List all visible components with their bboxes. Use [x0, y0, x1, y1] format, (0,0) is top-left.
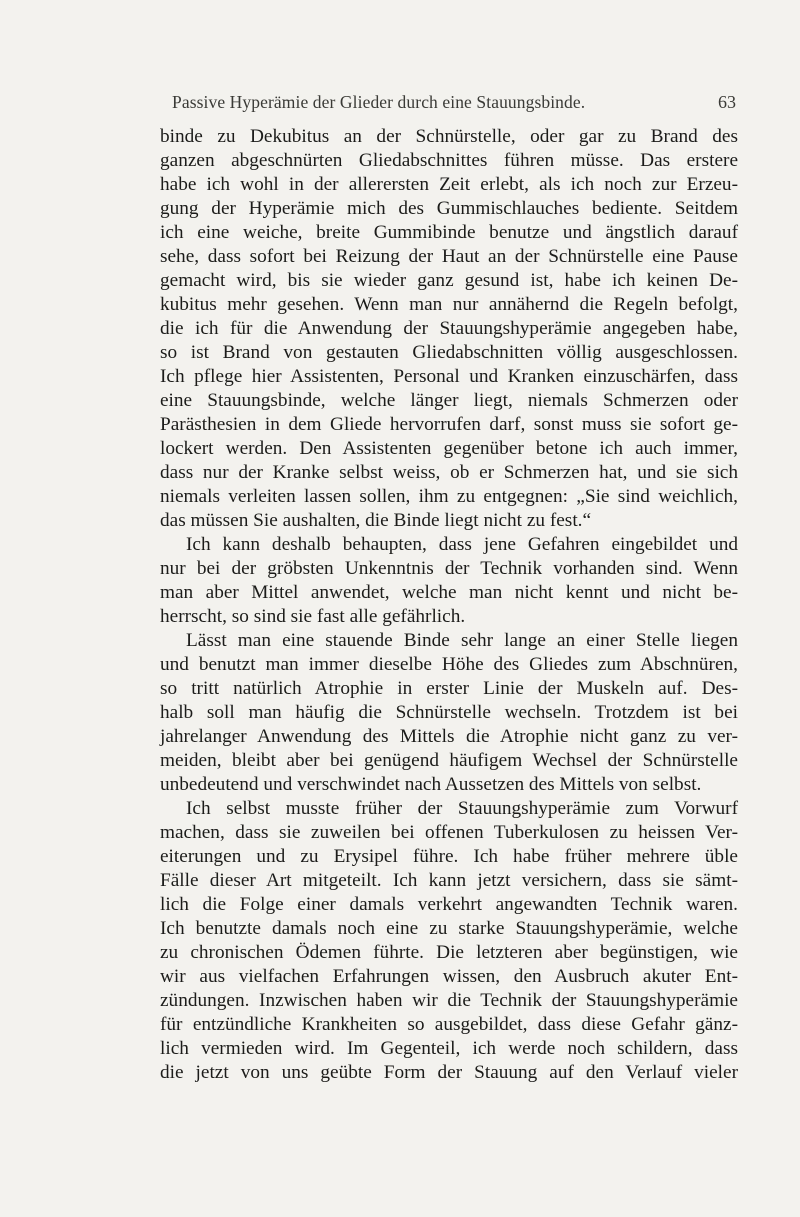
text-line: machen, dass sie zuweilen bei offenen Tuberkulosen zu heissen Ver- — [160, 822, 738, 843]
text-line: lich vermieden wird. Im Gegenteil, ich werde noch schildern, dass — [160, 1038, 738, 1059]
text-line: habe ich wohl in der allerersten Zeit erlebt, als ich noch zur Erzeu- — [160, 174, 738, 195]
text-line: eiterungen und zu Erysipel führe. Ich habe früher mehrere üble — [160, 846, 738, 867]
page-header — [162, 92, 736, 116]
running-title: Passive Hyperämie der Glieder durch eine Stauungsbinde. — [172, 92, 586, 112]
text-line: herrscht, so sind sie fast alle gefährlich. — [160, 606, 466, 627]
text-line: ich eine weiche, breite Gummibinde benutze und ängstlich darauf — [160, 222, 738, 243]
text-line: so ist Brand von gestauten Gliedabschnitten völlig ausgeschlossen. — [160, 342, 738, 363]
text-line: wir aus vielfachen Erfahrungen wissen, den Ausbruch akuter Ent- — [160, 966, 738, 987]
text-line: die ich für die Anwendung der Stauungshyperämie angegeben habe, — [160, 318, 738, 339]
page-number: 63 — [718, 92, 736, 112]
text-line: sehe, dass sofort bei Reizung der Haut an der Schnürstelle eine Pause — [160, 246, 738, 267]
text-line: binde zu Dekubitus an der Schnürstelle, oder gar zu Brand des — [160, 126, 738, 147]
text-line: kubitus mehr gesehen. Wenn man nur annähernd die Regeln befolgt, — [160, 294, 738, 315]
text-line: Ich pflege hier Assistenten, Personal und Kranken einzuschärfen, dass — [160, 366, 738, 387]
text-line: gemacht wird, bis sie wieder ganz gesund ist, habe ich keinen De- — [160, 270, 738, 291]
body-text — [160, 125, 738, 1085]
text-line: niemals verleiten lassen sollen, ihm zu entgegnen: „Sie sind weichlich, — [160, 486, 738, 507]
text-line: nur bei der gröbsten Unkenntnis der Technik vorhanden sind. Wenn — [160, 558, 738, 579]
text-line: zündungen. Inzwischen haben wir die Technik der Stauungshyperämie — [160, 990, 738, 1011]
text-line: eine Stauungsbinde, welche länger liegt, niemals Schmerzen oder — [160, 390, 738, 411]
text-line: und benutzt man immer dieselbe Höhe des Gliedes zum Abschnüren, — [160, 654, 738, 675]
text-line: dass nur der Kranke selbst weiss, ob er Schmerzen hat, und sie sich — [160, 462, 738, 483]
text-line: das müssen Sie aushalten, die Binde liegt nicht zu fest.“ — [160, 510, 592, 531]
text-line: man aber Mittel anwendet, welche man nicht kennt und nicht be- — [160, 582, 738, 603]
text-line: gung der Hyperämie mich des Gummischlauches bediente. Seitdem — [160, 198, 738, 219]
text-line: Ich benutzte damals noch eine zu starke Stauungshyperämie, welche — [160, 918, 738, 939]
text-line: so tritt natürlich Atrophie in erster Linie der Muskeln auf. Des- — [160, 678, 738, 699]
text-line: zu chronischen Ödemen führte. Die letzteren aber begünstigen, wie — [160, 942, 738, 963]
text-line: ganzen abgeschnürten Gliedabschnittes führen müsse. Das erstere — [160, 150, 738, 171]
text-line: lockert werden. Den Assistenten gegenüber betone ich auch immer, — [160, 438, 738, 459]
text-line: Lässt man eine stauende Binde sehr lange an einer Stelle liegen — [186, 630, 738, 651]
text-line: halb soll man häufig die Schnürstelle wechseln. Trotzdem ist bei — [160, 702, 738, 723]
text-line: unbedeutend und verschwindet nach Aussetzen des Mittels von selbst. — [160, 774, 702, 795]
text-line: die jetzt von uns geübte Form der Stauung auf den Verlauf vieler — [160, 1062, 738, 1083]
text-line: lich die Folge einer damals verkehrt angewandten Technik waren. — [160, 894, 738, 915]
text-line: für entzündliche Krankheiten so ausgebildet, dass diese Gefahr gänz- — [160, 1014, 738, 1035]
text-line: Fälle dieser Art mitgeteilt. Ich kann jetzt versichern, dass sie sämt- — [160, 870, 738, 891]
text-line: Parästhesien in dem Gliede hervorrufen darf, sonst muss sie sofort ge- — [160, 414, 738, 435]
text-line: Ich kann deshalb behaupten, dass jene Gefahren eingebildet und — [186, 534, 738, 555]
text-line: meiden, bleibt aber bei genügend häufigem Wechsel der Schnürstelle — [160, 750, 738, 771]
text-line: jahrelanger Anwendung des Mittels die Atrophie nicht ganz zu ver- — [160, 726, 738, 747]
text-line: Ich selbst musste früher der Stauungshyperämie zum Vorwurf — [186, 798, 738, 819]
